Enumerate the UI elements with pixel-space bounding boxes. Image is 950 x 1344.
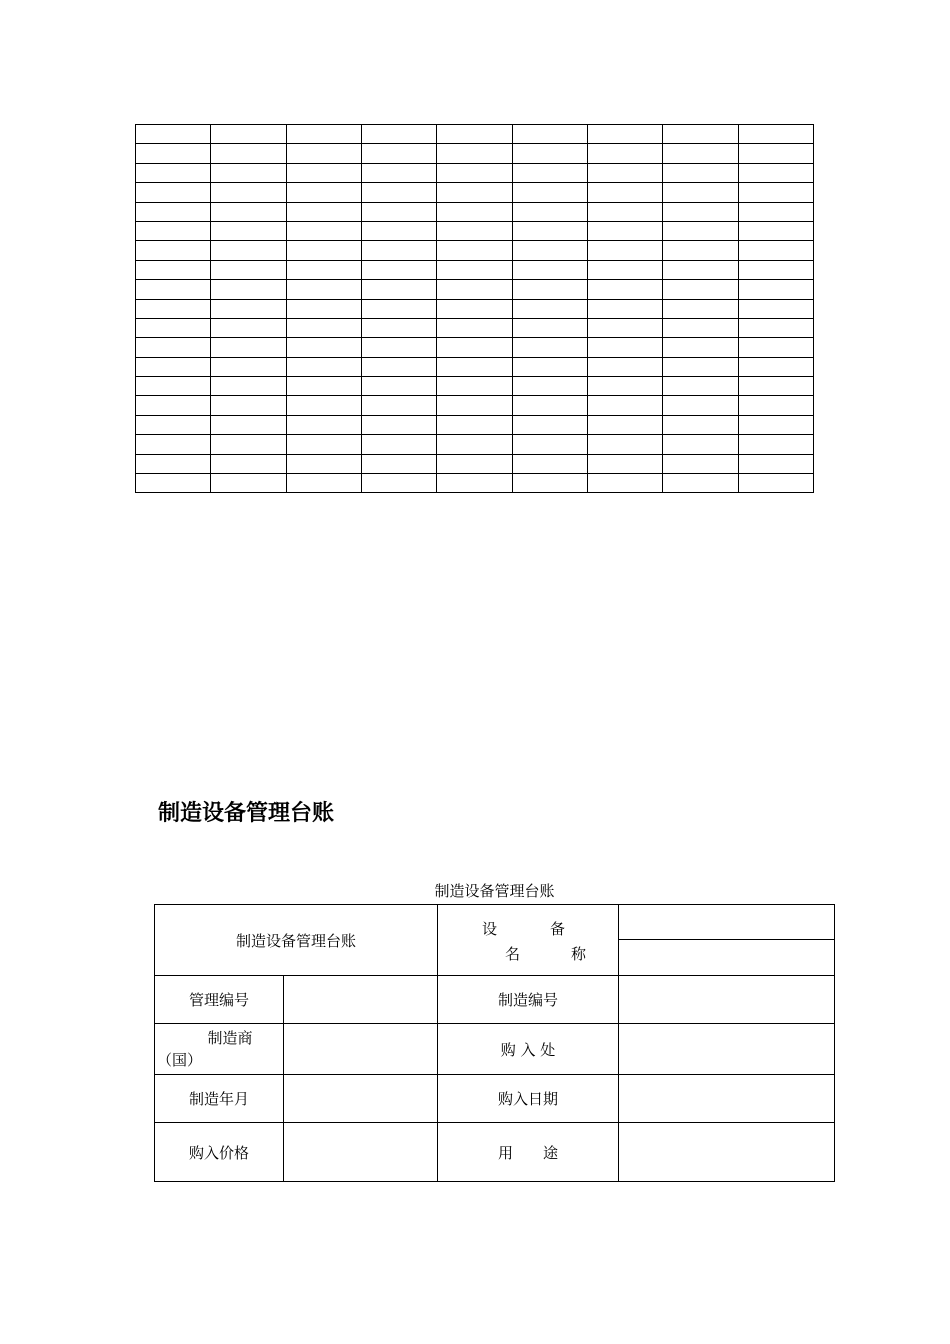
grid-cell [211, 377, 286, 396]
grid-cell [361, 338, 436, 357]
grid-cell [738, 241, 813, 260]
grid-cell [437, 299, 512, 318]
grid-cell [437, 474, 512, 493]
manufacture-date-label: 制造年月 [155, 1075, 284, 1123]
grid-row [136, 357, 814, 376]
grid-cell [286, 377, 361, 396]
grid-cell [587, 396, 662, 415]
grid-cell [361, 125, 436, 144]
grid-cell [738, 338, 813, 357]
grid-cell [512, 299, 587, 318]
grid-cell [286, 280, 361, 299]
grid-cell [211, 125, 286, 144]
manufacture-date-value [284, 1075, 438, 1123]
grid-cell [663, 280, 738, 299]
grid-cell [437, 125, 512, 144]
grid-cell [437, 435, 512, 454]
grid-cell [663, 474, 738, 493]
grid-cell [738, 357, 813, 376]
grid-cell [437, 280, 512, 299]
grid-row [136, 125, 814, 144]
grid-cell [211, 144, 286, 163]
device-name-char-3: 名 [505, 945, 521, 963]
grid-cell [211, 163, 286, 182]
grid-cell [512, 474, 587, 493]
grid-cell [512, 125, 587, 144]
grid-cell [663, 338, 738, 357]
grid-cell [361, 377, 436, 396]
grid-cell [437, 163, 512, 182]
device-name-value-1 [619, 905, 835, 940]
grid-cell [211, 280, 286, 299]
grid-cell [136, 435, 211, 454]
grid-cell [738, 454, 813, 473]
grid-row [136, 241, 814, 260]
grid-cell [663, 396, 738, 415]
grid-cell [587, 144, 662, 163]
grid-cell [361, 474, 436, 493]
grid-cell [738, 221, 813, 240]
grid-cell [286, 144, 361, 163]
grid-cell [587, 357, 662, 376]
grid-row [136, 299, 814, 318]
grid-cell [437, 357, 512, 376]
usage-label: 用 途 [438, 1123, 619, 1182]
grid-row [136, 377, 814, 396]
grid-cell [663, 415, 738, 434]
grid-cell [512, 357, 587, 376]
grid-cell [738, 415, 813, 434]
grid-row [136, 260, 814, 279]
device-name-value-2 [619, 940, 835, 976]
grid-cell [437, 202, 512, 221]
grid-cell [512, 144, 587, 163]
grid-cell [587, 454, 662, 473]
grid-cell [738, 125, 813, 144]
grid-cell [663, 221, 738, 240]
grid-cell [587, 241, 662, 260]
grid-cell [437, 241, 512, 260]
grid-cell [512, 318, 587, 337]
grid-cell [286, 357, 361, 376]
grid-cell [361, 260, 436, 279]
grid-cell [587, 338, 662, 357]
grid-cell [587, 280, 662, 299]
grid-row [136, 144, 814, 163]
grid-cell [361, 144, 436, 163]
grid-cell [361, 435, 436, 454]
grid-cell [136, 338, 211, 357]
grid-cell [211, 454, 286, 473]
grid-cell [512, 260, 587, 279]
grid-row [136, 202, 814, 221]
blank-grid-table [135, 124, 814, 493]
grid-cell [738, 377, 813, 396]
ledger-header-cell: 制造设备管理台账 [155, 905, 438, 976]
grid-cell [663, 357, 738, 376]
grid-cell [587, 125, 662, 144]
grid-cell [286, 163, 361, 182]
manufacturer-value [284, 1024, 438, 1075]
purchase-place-label: 购 入 处 [438, 1024, 619, 1075]
device-name-char-4: 称 [571, 945, 587, 963]
grid-cell [738, 260, 813, 279]
grid-cell [361, 221, 436, 240]
grid-cell [136, 241, 211, 260]
grid-cell [211, 299, 286, 318]
blank-grid-body [136, 125, 814, 493]
grid-cell [286, 415, 361, 434]
manufacturer-label-line2: （国） [157, 1051, 203, 1069]
grid-cell [738, 474, 813, 493]
grid-row [136, 474, 814, 493]
grid-cell [437, 338, 512, 357]
grid-cell [361, 299, 436, 318]
grid-cell [136, 260, 211, 279]
serial-number-value [619, 976, 835, 1024]
grid-cell [663, 202, 738, 221]
grid-row [136, 435, 814, 454]
grid-cell [512, 183, 587, 202]
grid-cell [211, 318, 286, 337]
manufacturer-label [155, 1024, 284, 1075]
grid-cell [587, 163, 662, 182]
grid-cell [136, 396, 211, 415]
grid-cell [286, 221, 361, 240]
grid-cell [663, 435, 738, 454]
grid-cell [211, 396, 286, 415]
grid-row [136, 454, 814, 473]
grid-cell [437, 396, 512, 415]
grid-cell [437, 318, 512, 337]
grid-cell [361, 318, 436, 337]
grid-cell [738, 435, 813, 454]
purchase-price-value [284, 1123, 438, 1182]
grid-cell [286, 260, 361, 279]
grid-row [136, 163, 814, 182]
grid-cell [587, 435, 662, 454]
grid-cell [587, 318, 662, 337]
grid-cell [587, 377, 662, 396]
purchase-place-value [619, 1024, 835, 1075]
grid-cell [663, 260, 738, 279]
grid-cell [211, 183, 286, 202]
serial-number-label: 制造编号 [438, 976, 619, 1024]
grid-cell [136, 415, 211, 434]
purchase-price-label: 购入价格 [155, 1123, 284, 1182]
grid-cell [663, 183, 738, 202]
device-name-label [438, 905, 619, 976]
grid-cell [738, 144, 813, 163]
grid-cell [136, 357, 211, 376]
grid-cell [361, 357, 436, 376]
grid-cell [211, 415, 286, 434]
grid-cell [663, 163, 738, 182]
grid-cell [437, 260, 512, 279]
grid-cell [136, 318, 211, 337]
grid-cell [587, 415, 662, 434]
management-number-value [284, 976, 438, 1024]
grid-cell [286, 435, 361, 454]
equipment-ledger-table [154, 904, 835, 1182]
grid-cell [136, 163, 211, 182]
grid-cell [437, 183, 512, 202]
grid-cell [286, 454, 361, 473]
grid-row [136, 183, 814, 202]
grid-cell [136, 125, 211, 144]
grid-cell [512, 221, 587, 240]
grid-cell [286, 202, 361, 221]
grid-cell [663, 318, 738, 337]
grid-cell [512, 241, 587, 260]
grid-cell [211, 338, 286, 357]
grid-cell [136, 280, 211, 299]
device-name-char-1: 设 [482, 920, 498, 938]
purchase-date-label: 购入日期 [438, 1075, 619, 1123]
grid-cell [361, 183, 436, 202]
grid-cell [361, 396, 436, 415]
grid-cell [587, 183, 662, 202]
grid-cell [512, 415, 587, 434]
grid-cell [437, 454, 512, 473]
grid-cell [738, 163, 813, 182]
grid-cell [136, 202, 211, 221]
grid-cell [663, 241, 738, 260]
grid-cell [587, 474, 662, 493]
grid-cell [437, 221, 512, 240]
management-number-label: 管理编号 [155, 976, 284, 1024]
grid-cell [738, 318, 813, 337]
usage-value [619, 1123, 835, 1182]
grid-cell [512, 435, 587, 454]
ledger-caption: 制造设备管理台账 [434, 882, 555, 900]
grid-cell [286, 299, 361, 318]
grid-cell [587, 221, 662, 240]
grid-cell [361, 454, 436, 473]
grid-cell [136, 299, 211, 318]
grid-cell [663, 299, 738, 318]
grid-cell [211, 435, 286, 454]
grid-cell [738, 396, 813, 415]
purchase-date-value [619, 1075, 835, 1123]
grid-cell [361, 163, 436, 182]
grid-cell [512, 338, 587, 357]
grid-cell [211, 202, 286, 221]
grid-cell [437, 377, 512, 396]
grid-cell [286, 125, 361, 144]
grid-cell [211, 241, 286, 260]
grid-cell [361, 415, 436, 434]
grid-row [136, 415, 814, 434]
grid-cell [286, 241, 361, 260]
grid-cell [512, 454, 587, 473]
grid-cell [211, 474, 286, 493]
grid-cell [437, 144, 512, 163]
device-name-char-2: 备 [550, 920, 566, 938]
grid-cell [512, 377, 587, 396]
grid-cell [587, 260, 662, 279]
grid-cell [136, 144, 211, 163]
grid-cell [361, 280, 436, 299]
grid-cell [437, 415, 512, 434]
grid-cell [738, 280, 813, 299]
grid-cell [136, 474, 211, 493]
page-heading: 制造设备管理台账 [158, 801, 335, 826]
grid-cell [587, 299, 662, 318]
grid-cell [286, 183, 361, 202]
grid-cell [211, 260, 286, 279]
grid-cell [286, 474, 361, 493]
grid-cell [361, 202, 436, 221]
grid-cell [136, 377, 211, 396]
grid-cell [136, 183, 211, 202]
grid-cell [512, 396, 587, 415]
grid-cell [738, 299, 813, 318]
grid-cell [663, 144, 738, 163]
grid-cell [663, 377, 738, 396]
grid-cell [211, 221, 286, 240]
grid-cell [512, 280, 587, 299]
grid-row [136, 280, 814, 299]
grid-cell [286, 396, 361, 415]
grid-row [136, 221, 814, 240]
grid-row [136, 396, 814, 415]
grid-cell [286, 338, 361, 357]
manufacturer-label-line1: 制造商 [207, 1029, 253, 1047]
grid-cell [512, 202, 587, 221]
grid-cell [211, 357, 286, 376]
grid-cell [663, 454, 738, 473]
grid-cell [738, 202, 813, 221]
grid-cell [512, 163, 587, 182]
grid-row [136, 338, 814, 357]
grid-row [136, 318, 814, 337]
grid-cell [136, 454, 211, 473]
grid-cell [738, 183, 813, 202]
grid-cell [663, 125, 738, 144]
grid-cell [587, 202, 662, 221]
grid-cell [361, 241, 436, 260]
grid-cell [286, 318, 361, 337]
grid-cell [136, 221, 211, 240]
